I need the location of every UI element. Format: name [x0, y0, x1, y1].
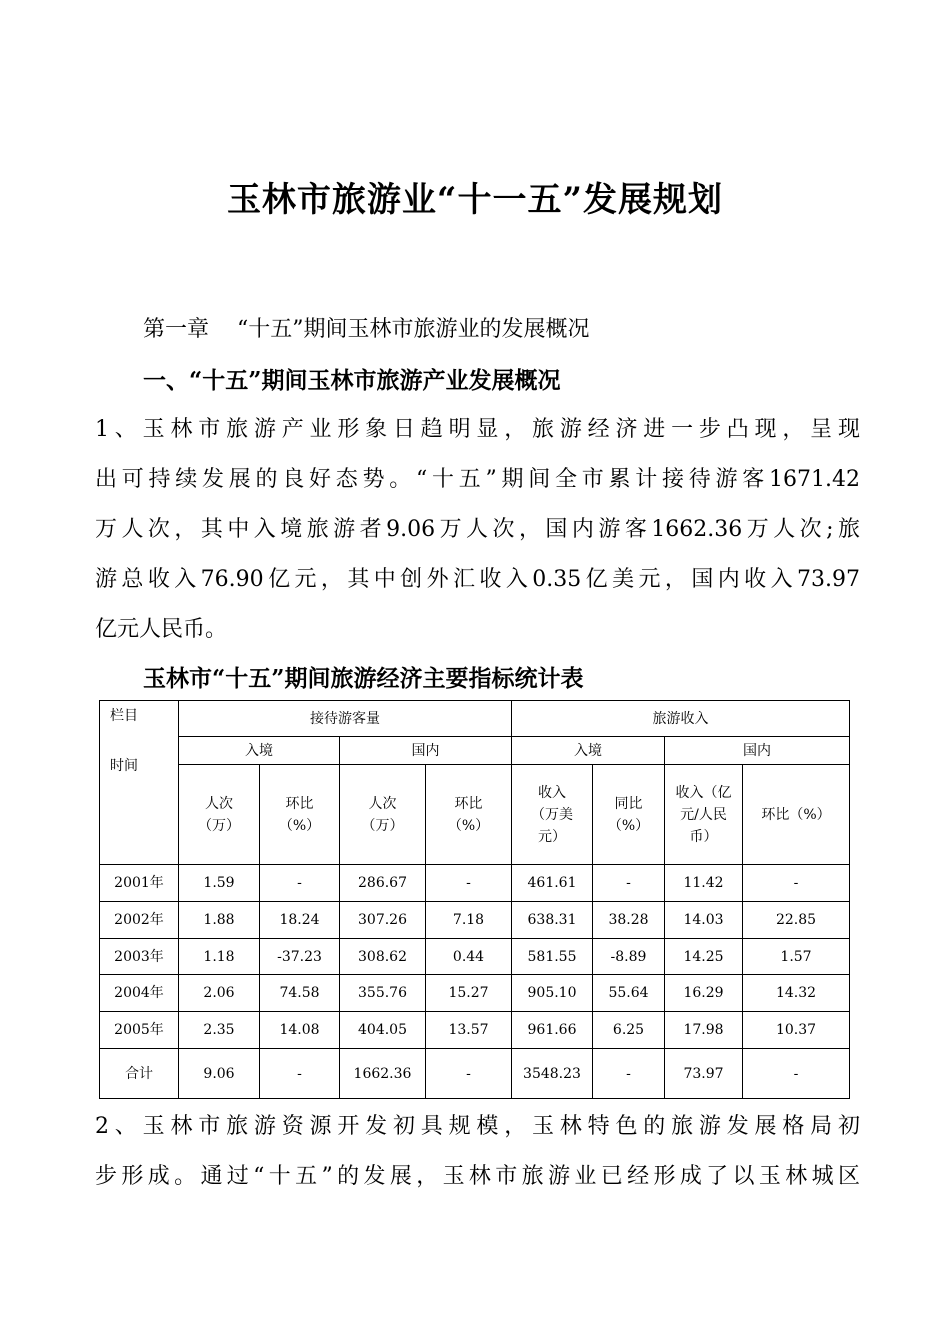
corner-label-row: 时间: [110, 758, 138, 774]
chapter-heading: 第一章 “十五”期间玉林市旅游业的发展概况: [143, 317, 590, 342]
table-row: [100, 865, 850, 902]
column-header: 人次（万）: [340, 765, 426, 865]
table-cell: 14.08: [260, 1012, 340, 1049]
column-header: 人次（万）: [179, 765, 260, 865]
table-cell: 308.62: [340, 939, 426, 975]
table-cell: -8.89: [593, 939, 665, 975]
table-cell: 286.67: [340, 865, 426, 902]
table-cell: -37.23: [260, 939, 340, 975]
table-cell: 11.42: [665, 865, 743, 902]
header-visitors-inbound: 入境: [179, 737, 340, 765]
section-heading: 一、“十五”期间玉林市旅游产业发展概况: [143, 367, 561, 394]
row-label-cell: 2002年: [100, 902, 179, 939]
table-cell: -: [260, 1049, 340, 1099]
table-row: [100, 1012, 850, 1049]
paragraph-2: [95, 1102, 860, 1202]
table-cell: 15.27: [426, 975, 512, 1012]
paragraph-1: [95, 405, 860, 655]
paragraph-line: 1、玉林市旅游产业形象日趋明显，旅游经济进一步凸现，呈现: [95, 417, 860, 442]
table-cell: 14.03: [665, 902, 743, 939]
table-cell: 1.88: [179, 902, 260, 939]
paragraph-line: 万人次，其中入境旅游者9.06万人次，国内游客1662.36万人次;旅: [95, 517, 860, 542]
table-cell: 22.85: [743, 902, 850, 939]
table-row: [100, 1049, 850, 1099]
table-row: [100, 975, 850, 1012]
header-revenue-domestic: 国内: [665, 737, 850, 765]
table-cell: 14.25: [665, 939, 743, 975]
table-cell: 2.06: [179, 975, 260, 1012]
table-cell: -: [593, 1049, 665, 1099]
paragraph-line: 亿元人民币。: [95, 617, 228, 642]
header-visitors-domestic: 国内: [340, 737, 512, 765]
table-title: 玉林市“十五”期间旅游经济主要指标统计表: [143, 665, 584, 692]
table-row: [100, 939, 850, 975]
table-cell: 3548.23: [512, 1049, 593, 1099]
paragraph-line: 出可持续发展的良好态势。“十五”期间全市累计接待游客1671.42: [95, 467, 860, 492]
table-cell: 581.55: [512, 939, 593, 975]
table-cell: 307.26: [340, 902, 426, 939]
table-cell: 18.24: [260, 902, 340, 939]
table-cell: 1.57: [743, 939, 850, 975]
column-header: 环比（%）: [426, 765, 512, 865]
table-cell: 16.29: [665, 975, 743, 1012]
table-cell: 461.61: [512, 865, 593, 902]
table-cell: 7.18: [426, 902, 512, 939]
table-cell: 9.06: [179, 1049, 260, 1099]
table-cell: -: [593, 865, 665, 902]
table-row: [100, 902, 850, 939]
paragraph-line: 2、玉林市旅游资源开发初具规模，玉林特色的旅游发展格局初: [95, 1114, 860, 1139]
document-title: 玉林市旅游业“十一五”发展规划: [226, 180, 724, 220]
table-cell: 55.64: [593, 975, 665, 1012]
table-cell: 638.31: [512, 902, 593, 939]
table-corner-cell: [100, 701, 179, 865]
table-cell: 905.10: [512, 975, 593, 1012]
table-cell: 404.05: [340, 1012, 426, 1049]
column-header: 收入（万美元）: [512, 765, 593, 865]
table-cell: 0.44: [426, 939, 512, 975]
table-cell: 1.18: [179, 939, 260, 975]
header-revenue-inbound: 入境: [512, 737, 665, 765]
header-visitors: 接待游客量: [179, 701, 512, 737]
table-cell: 73.97: [665, 1049, 743, 1099]
column-header: 环比（%）: [743, 765, 850, 865]
row-label-cell: 2004年: [100, 975, 179, 1012]
table-cell: 74.58: [260, 975, 340, 1012]
paragraph-line: 步形成。通过“十五”的发展，玉林市旅游业已经形成了以玉林城区: [95, 1164, 860, 1189]
table-cell: -: [743, 865, 850, 902]
table-cell: 10.37: [743, 1012, 850, 1049]
row-label-cell: 2003年: [100, 939, 179, 975]
table-cell: 1.59: [179, 865, 260, 902]
table-cell: 961.66: [512, 1012, 593, 1049]
table-cell: -: [426, 1049, 512, 1099]
column-header: 同比（%）: [593, 765, 665, 865]
table-cell: -: [743, 1049, 850, 1099]
header-revenue: 旅游收入: [512, 701, 850, 737]
row-label-cell: 2001年: [100, 865, 179, 902]
row-label-cell: 2005年: [100, 1012, 179, 1049]
table-cell: 14.32: [743, 975, 850, 1012]
table-cell: 1662.36: [340, 1049, 426, 1099]
table-cell: 355.76: [340, 975, 426, 1012]
row-label-cell: 合计: [100, 1049, 179, 1099]
table-cell: -: [260, 865, 340, 902]
table-cell: 17.98: [665, 1012, 743, 1049]
column-header: 收入（亿元/人民币）: [665, 765, 743, 865]
table-cell: 13.57: [426, 1012, 512, 1049]
statistics-table: [99, 700, 850, 1099]
column-header: 环比（%）: [260, 765, 340, 865]
table-cell: 38.28: [593, 902, 665, 939]
table-cell: -: [426, 865, 512, 902]
paragraph-line: 游总收入76.90亿元，其中创外汇收入0.35亿美元，国内收入73.97: [95, 567, 860, 592]
table-cell: 2.35: [179, 1012, 260, 1049]
table-cell: 6.25: [593, 1012, 665, 1049]
corner-label-column: 栏目: [110, 708, 138, 724]
